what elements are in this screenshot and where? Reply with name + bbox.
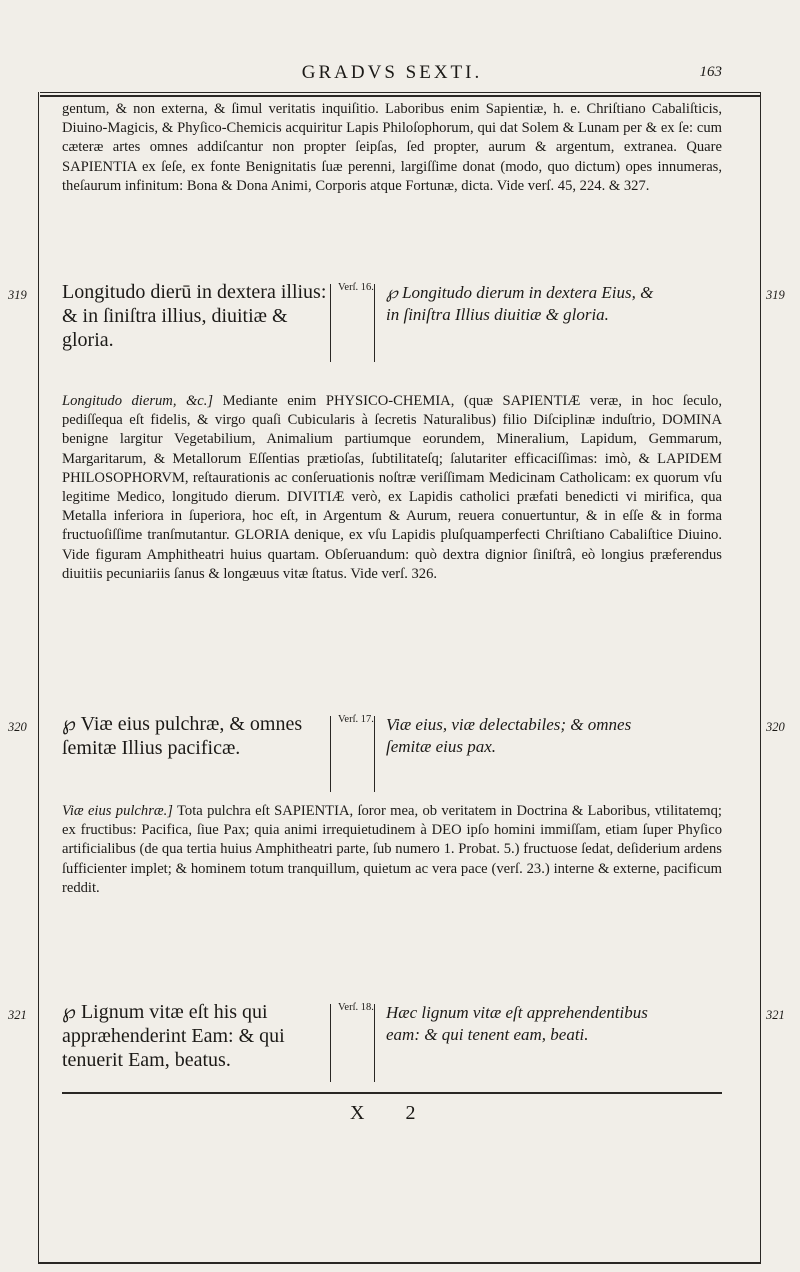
commentary-319: [62, 392, 722, 584]
margin-number-right-319: 319: [766, 288, 785, 302]
column-divider: [330, 716, 331, 792]
margin-number-right-321: 321: [766, 1008, 785, 1022]
margin-number-right-320: 320: [766, 720, 785, 734]
intro-paragraph: gentum, & non externa, & ſimul veritatis inquiſitio. Laboribus enim Sapientiæ, h. e. Chriſtiano Cabaliſticis, Diuino-Magicis, & Phyſico-Chemicis acquiritur Lapis Philoſophorum, qui dat Solem & Lunam per & ex ſe: cum cæteræ artes omnes addiſcantur non propter ſeipſas, ſed propter, aurum & argentum, extranea. Quare SAPIENTIA ex ſeſe, ex fonte Benignitatis ſuæ perenni, largiſſime donat (modo, quo dictum) opes innumeras, theſaurum infinitum: Bona & Dona Animi, Corporis atque Fortunæ, dicta. Vide verſ. 45, 224. & 327.: [62, 101, 722, 194]
column-divider: [330, 284, 331, 362]
margin-number-left-320: 320: [8, 720, 27, 734]
commentary-320: [62, 802, 722, 898]
top-border-rule: [40, 92, 760, 93]
verse-reference: Verſ. 18.: [338, 1002, 374, 1013]
bottom-border-rule: [38, 1262, 761, 1264]
column-divider: [374, 716, 375, 792]
verse-gloss: Hæc lignum vitæ eſt apprehendentibus eam: & qui tenent eam, beati.: [386, 1003, 648, 1044]
latin-verse-text: Longitudo dierū in dextera illius: & in ſiniſtra illius, diuitiæ & gloria.: [62, 281, 327, 351]
verse-gloss: ℘ Longitudo dierum in dextera Eius, & in ſiniſtra Illius diuitiæ & gloria.: [386, 283, 654, 324]
left-border-rule: [38, 92, 39, 1264]
latin-verse-text: ℘ Viæ eius pulchræ, & omnes ſemitæ Illius pacificæ.: [62, 713, 303, 759]
bottom-rule: [62, 1092, 722, 1094]
verse-block-321: [62, 1000, 722, 1100]
running-title: GRADVS SEXTI.: [301, 62, 483, 83]
verse-block-319: [62, 280, 722, 390]
margin-number-left-321: 321: [8, 1008, 27, 1022]
commentary-body: Mediante enim PHYSICO-CHEMIA, (quæ SAPIENTIÆ veræ, in hoc ſeculo, pediſſequa eſt fidelis, & virgo quaſi Cubicularis à ſecretis Naturalibus) filio Diſciplinæ induſtrio, DOMINA benigne largitur Vegetabilium, Animalium partiumque eorundem, Mineralium, Lapidum, Gemmarum, Margaritarum, & Metallorum Eſſentias prætioſas, ſubtilitateſq; ſalutariter efficaciſſimas: imò, & LAPIDEM PHILOSOPHORVM, reſtaurationis ac conſeruationis noſtræ veriſſimam Medicinam Catholicam: ex quorum vſu legitime Medico, longitudo dierum. DIVITIÆ verò, ex Lapidis catholici præfati benedicti vi mirifica, qua Metalla inferiora in ſuperiora, hoc eſt, in Argentum & Aurum, reuera conuertuntur, & in eſſe & in forma fructuoſiſſime tranſmutantur. GLORIA denique, ex vſu Lapidis pluſquamperfecti Chriſtiano Cabaliſtice Diuino. Vide figuram Amphitheatri huius quartam. Obſeruandum: quò dextra dignior ſiniſtrâ, eò longius præferendus diuitiis pecuniariis ſanus & longæuus vitæ ſtatus. Vide verſ. 326.: [62, 393, 723, 582]
column-divider: [374, 1004, 375, 1082]
commentary-body: Tota pulchra eſt SAPIENTIA, ſoror mea, ob veritatem in Doctrina & Laboribus, vtilitatemq; ex fructibus: Pacifica, ſiue Pax; quia animi irrequietudinem à DEO ipſo homini immiſſam, etiam ſuper Phyſico artificialibus (de qua tertia huius Amphitheatri parte, ſub numero 1. Probat. 5.) fructuose ſedat, deſiderium ardens ſufficienter implet; & hominem totum tranquillum, quietum ac vera pace (verſ. 23.) interne & externe, pacificum reddit.: [62, 803, 722, 896]
page-number: 163: [699, 64, 722, 80]
verse-reference: Verſ. 16.: [338, 282, 374, 293]
top-border-rule-2: [40, 95, 760, 97]
latin-verse-text: ℘ Lignum vitæ eſt his qui appræhenderint Eam: & qui tenuerit Eam, beatus.: [62, 1001, 285, 1071]
commentary-lead: Longitudo dierum, &c.]: [62, 393, 214, 409]
margin-number-left-319: 319: [8, 288, 27, 302]
commentary-lead: Viæ eius pulchræ.]: [62, 803, 173, 819]
signature-mark: X 2: [350, 1102, 434, 1124]
verse-reference: Verſ. 17.: [338, 714, 374, 725]
column-divider: [330, 1004, 331, 1082]
right-border-rule: [760, 92, 761, 1264]
column-divider: [374, 284, 375, 362]
verse-gloss: Viæ eius, viæ delectabiles; & omnes ſemitæ eius pax.: [386, 715, 632, 756]
verse-block-320: [62, 712, 722, 802]
running-header: [62, 62, 722, 88]
